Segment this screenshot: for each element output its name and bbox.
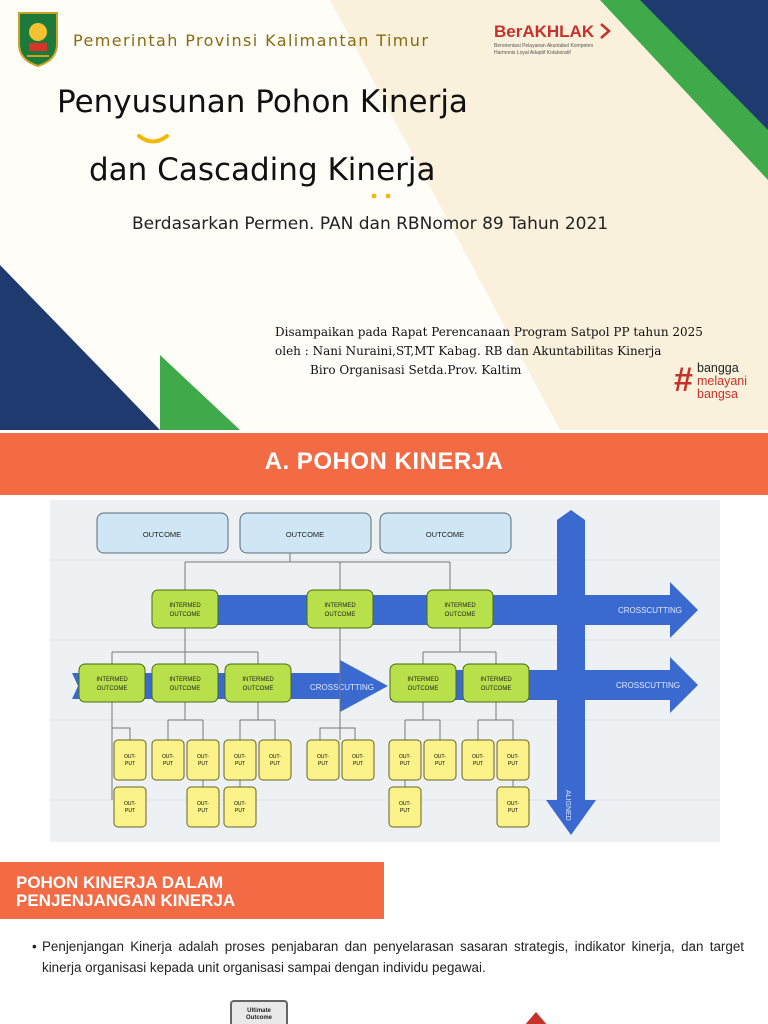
svg-text:INTERMED: INTERMED	[169, 603, 201, 609]
svg-text:OUT-: OUT-	[507, 754, 519, 760]
output-boxes	[114, 740, 529, 827]
title-line-2: dan Cascading Kinerja	[89, 152, 436, 188]
presented-line-3: Biro Organisasi Setda.Prov. Kaltim	[310, 363, 522, 377]
campaign-word-2: melayani	[697, 374, 748, 388]
intermed-box-6	[225, 664, 291, 702]
accent-dot-1	[372, 194, 377, 199]
output-box	[424, 740, 456, 780]
output-box	[307, 740, 339, 780]
section-title: A. POHON KINERJA	[264, 448, 504, 475]
svg-text:PUT: PUT	[235, 761, 245, 767]
output-box	[114, 740, 146, 780]
intermed-box-7	[390, 664, 456, 702]
svg-text:OUT-: OUT-	[124, 754, 136, 760]
svg-text:OUTCOME: OUTCOME	[324, 612, 356, 618]
svg-text:PUT: PUT	[318, 761, 328, 767]
svg-text:PUT: PUT	[163, 761, 173, 767]
subsection-title-line-1: POHON KINERJA DALAM	[16, 873, 224, 892]
intermed-box-3	[427, 590, 493, 628]
province-header: Pemerintah Provinsi Kalimantan Timur	[73, 31, 430, 50]
svg-text:OUTCOME: OUTCOME	[142, 530, 182, 539]
svg-text:PUT: PUT	[353, 761, 363, 767]
output-box	[187, 787, 219, 827]
bangga-melayani-bangsa-logo	[674, 362, 764, 406]
svg-text:OUT-: OUT-	[269, 754, 281, 760]
aligned-label: ALIGNED	[564, 790, 571, 821]
svg-text:OUTCOME: OUTCOME	[96, 686, 128, 692]
output-box	[462, 740, 494, 780]
berakhlak-wordmark: BerAKHLAK	[494, 22, 595, 41]
berakhlak-logo	[494, 22, 618, 66]
svg-text:OUT-: OUT-	[197, 801, 209, 807]
intermed-box-5	[152, 664, 218, 702]
pohon-kinerja-slide	[0, 430, 768, 1024]
svg-text:OUT-: OUT-	[507, 801, 519, 807]
section-banner	[0, 433, 768, 495]
output-box	[389, 787, 421, 827]
svg-text:INTERMED: INTERMED	[242, 677, 274, 683]
ultimate-outcome-label-2: Outcome	[245, 1015, 272, 1021]
output-box	[497, 740, 529, 780]
accent-smile-1	[139, 136, 167, 142]
ultimate-outcome-label-1: Ultimate	[247, 1008, 271, 1014]
bullet-text: Penjenjangan Kinerja adalah proses penjabaran dan penyelarasan sasaran strategis, indikator kinerja, dan target kinerja organisasi kepada unit organisasi sampai dengan individu pegawai.	[42, 939, 744, 975]
berakhlak-tagline-2: Harmonis Loyal Adaptif Kolaboratif	[494, 50, 571, 56]
output-box	[224, 787, 256, 827]
svg-text:OUTCOME: OUTCOME	[169, 612, 201, 618]
svg-text:PUT: PUT	[508, 808, 518, 814]
svg-text:INTERMED: INTERMED	[324, 603, 356, 609]
crosscutting-label-right: CROSSCUTTING	[616, 681, 680, 690]
title-line-1: Penyusunan Pohon Kinerja	[57, 84, 468, 120]
berakhlak-tagline-1: Berorientasi Pelayanan Akuntabel Kompeten	[494, 43, 594, 49]
svg-text:OUT-: OUT-	[162, 754, 174, 760]
title-slide	[0, 0, 768, 430]
output-box	[259, 740, 291, 780]
presented-line-1: Disampaikan pada Rapat Perencanaan Program Satpol PP tahun 2025	[275, 325, 703, 339]
svg-text:PUT: PUT	[508, 761, 518, 767]
campaign-word-1: bangga	[697, 361, 739, 375]
svg-text:OUTCOME: OUTCOME	[169, 686, 201, 692]
ultimate-outcome-box	[230, 1000, 288, 1024]
svg-text:OUTCOME: OUTCOME	[480, 686, 512, 692]
svg-text:OUTCOME: OUTCOME	[242, 686, 274, 692]
output-box	[187, 740, 219, 780]
svg-text:INTERMED: INTERMED	[480, 677, 512, 683]
red-triangle-icon	[524, 1012, 548, 1024]
svg-text:INTERMED: INTERMED	[169, 677, 201, 683]
svg-text:PUT: PUT	[198, 808, 208, 814]
svg-text:OUTCOME: OUTCOME	[444, 612, 476, 618]
crosscutting-label-left: CROSSCUTTING	[310, 683, 374, 692]
svg-text:PUT: PUT	[235, 808, 245, 814]
intermed-box-2	[307, 590, 373, 628]
diagram-canvas	[50, 500, 720, 842]
svg-text:PUT: PUT	[435, 761, 445, 767]
svg-text:OUT-: OUT-	[317, 754, 329, 760]
output-box	[152, 740, 184, 780]
outcome-box-3	[380, 513, 511, 553]
performance-tree-diagram	[50, 500, 720, 842]
output-box	[497, 787, 529, 827]
svg-text:OUTCOME: OUTCOME	[285, 530, 325, 539]
svg-text:OUT-: OUT-	[472, 754, 484, 760]
accent-dot-2	[386, 194, 391, 199]
svg-text:PUT: PUT	[400, 761, 410, 767]
campaign-word-3: bangsa	[697, 387, 739, 401]
bg-navy-triangle-bottom	[0, 265, 160, 430]
svg-text:PUT: PUT	[270, 761, 280, 767]
svg-text:OUT-: OUT-	[234, 754, 246, 760]
intermed-box-1	[152, 590, 218, 628]
outcome-box-2	[240, 513, 371, 553]
svg-text:INTERMED: INTERMED	[96, 677, 128, 683]
outcome-box-1	[97, 513, 228, 553]
svg-text:OUT-: OUT-	[399, 754, 411, 760]
svg-text:PUT: PUT	[473, 761, 483, 767]
svg-text:PUT: PUT	[125, 761, 135, 767]
chevron-right-icon	[598, 22, 612, 40]
svg-text:INTERMED: INTERMED	[407, 677, 439, 683]
svg-text:OUT-: OUT-	[124, 801, 136, 807]
output-box	[224, 740, 256, 780]
svg-text:OUTCOME: OUTCOME	[407, 686, 439, 692]
intermed-box-4	[79, 664, 145, 702]
svg-text:PUT: PUT	[125, 808, 135, 814]
subtitle: Berdasarkan Permen. PAN dan RBNomor 89 Tahun 2021	[132, 214, 609, 234]
intermed-box-8	[463, 664, 529, 702]
intermed-row-top	[152, 590, 493, 628]
subsection-title-line-2: PENJENJANGAN KINERJA	[16, 891, 236, 910]
presented-line-2: oleh : Nani Nuraini,ST,MT Kabag. RB dan Akuntabilitas Kinerja	[275, 344, 662, 358]
svg-text:INTERMED: INTERMED	[444, 603, 476, 609]
svg-text:OUT-: OUT-	[399, 801, 411, 807]
bullet-point	[32, 936, 744, 978]
svg-text:OUTCOME: OUTCOME	[425, 530, 465, 539]
svg-text:PUT: PUT	[400, 808, 410, 814]
output-box	[389, 740, 421, 780]
bg-green-triangle-bottom	[160, 355, 240, 430]
svg-text:PUT: PUT	[198, 761, 208, 767]
output-box	[342, 740, 374, 780]
svg-text:OUT-: OUT-	[197, 754, 209, 760]
svg-text:OUT-: OUT-	[434, 754, 446, 760]
svg-text:OUT-: OUT-	[234, 801, 246, 807]
outcome-boxes	[97, 513, 511, 553]
crosscutting-label-top: CROSSCUTTING	[618, 606, 682, 615]
output-box	[114, 787, 146, 827]
hashtag-icon: #	[674, 361, 693, 399]
kaltim-emblem-icon	[15, 10, 61, 68]
subsection-header	[0, 862, 384, 919]
svg-text:OUT-: OUT-	[352, 754, 364, 760]
bullet-dot-icon: •	[32, 939, 37, 954]
